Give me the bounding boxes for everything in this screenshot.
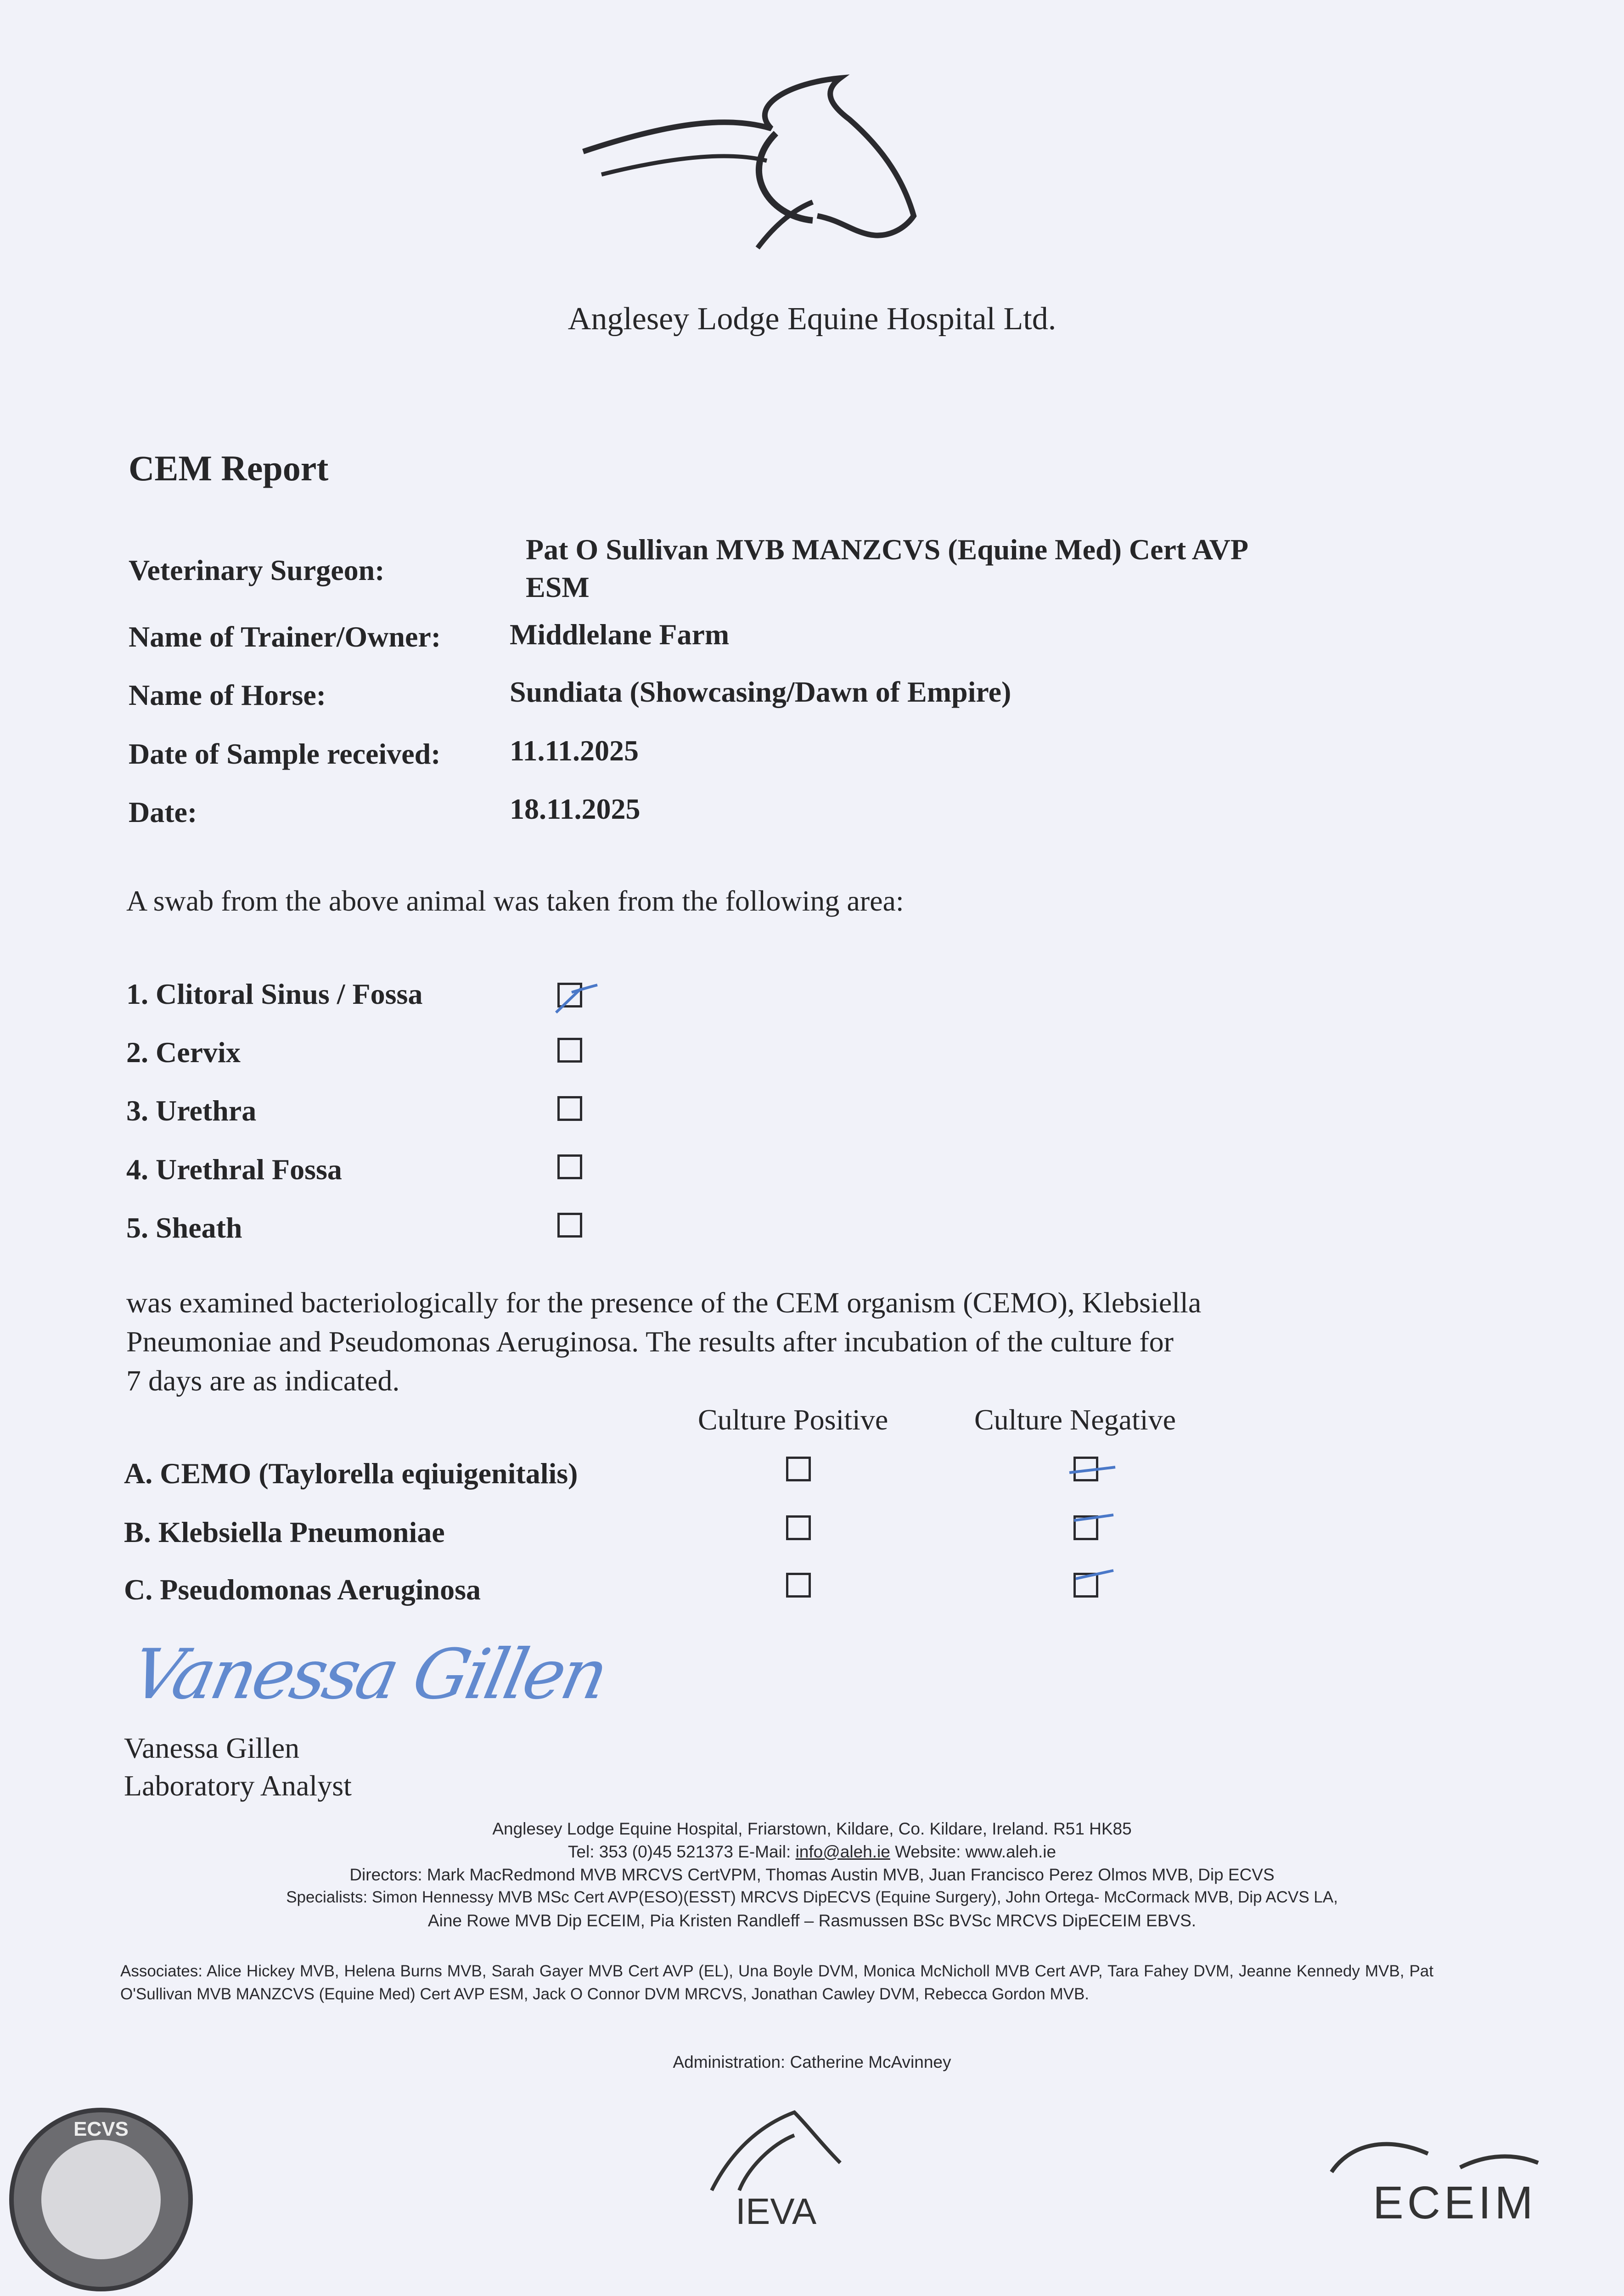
swab-intro: A swab from the above animal was taken from the following area:	[126, 884, 904, 917]
area-label: 3. Urethra	[126, 1094, 257, 1127]
culture-positive-header: Culture Positive	[698, 1403, 888, 1436]
field-label-horse: Name of Horse:	[129, 679, 326, 711]
eceim-horse-icon	[1322, 2126, 1552, 2181]
field-label-owner: Name of Trainer/Owner:	[129, 620, 441, 653]
field-value-owner: Middlelane Farm	[510, 618, 730, 651]
negative-checkbox-cemo[interactable]	[1073, 1457, 1098, 1481]
footer-address: Anglesey Lodge Equine Hospital, Friarstown, Kildare, Co. Kildare, Ireland. R51 HK85	[492, 1819, 1132, 1838]
eceim-logo	[1322, 2126, 1552, 2236]
result-label: B. Klebsiella Pneumoniae	[124, 1516, 445, 1548]
ieva-logo	[702, 2099, 849, 2245]
culture-negative-header: Culture Negative	[974, 1403, 1176, 1436]
area-checkbox-sheath[interactable]	[557, 1213, 582, 1238]
eceim-logo-text: ECEIM	[1373, 2177, 1537, 2228]
field-value-sample-date: 11.11.2025	[510, 734, 639, 767]
field-label-date: Date:	[129, 796, 197, 828]
ieva-logo-text: IEVA	[735, 2191, 817, 2232]
footer-directors: Directors: Mark MacRedmond MVB MRCVS CertVPM, Thomas Austin MVB, Juan Francisco Perez Olmos MVB, Dip ECVS	[349, 1865, 1275, 1884]
positive-checkbox-pseudomonas[interactable]	[786, 1573, 811, 1598]
area-checkbox-urethral-fossa[interactable]	[557, 1154, 582, 1179]
area-checkbox-cervix[interactable]	[557, 1038, 582, 1063]
signatory-name: Vanessa Gillen	[124, 1732, 300, 1764]
result-label: C. Pseudomonas Aeruginosa	[124, 1573, 481, 1606]
footer-email-link[interactable]: info@aleh.ie	[795, 1842, 890, 1861]
exam-text-line: Pneumoniae and Pseudomonas Aeruginosa. The results after incubation of the culture for	[126, 1325, 1174, 1358]
area-label: 1. Clitoral Sinus / Fossa	[126, 978, 423, 1010]
field-label-vet: Veterinary Surgeon:	[129, 554, 385, 586]
area-label: 4. Urethral Fossa	[126, 1153, 342, 1186]
report-title: CEM Report	[129, 448, 329, 488]
area-label: 5. Sheath	[126, 1211, 242, 1244]
area-checkbox-urethra[interactable]	[557, 1096, 582, 1121]
handwritten-signature: Vanessa Gillen	[124, 1635, 613, 1715]
footer-tel: Tel: 353 (0)45 521373 E-Mail:	[568, 1842, 796, 1861]
footer-website: Website: www.aleh.ie	[890, 1842, 1056, 1861]
ecvs-logo-text: ECVS	[73, 2118, 129, 2140]
ieva-horse-icon	[702, 2099, 849, 2200]
area-label: 2. Cervix	[126, 1036, 241, 1069]
pen-check-mark	[553, 979, 599, 1015]
positive-checkbox-klebsiella[interactable]	[786, 1515, 811, 1540]
negative-checkbox-klebsiella[interactable]	[1073, 1515, 1098, 1540]
field-value-horse: Sundiata (Showcasing/Dawn of Empire)	[510, 675, 1011, 708]
horse-head-logo	[574, 64, 987, 253]
negative-checkbox-pseudomonas[interactable]	[1073, 1573, 1098, 1598]
positive-checkbox-cemo[interactable]	[786, 1457, 811, 1481]
ecvs-logo	[9, 2108, 193, 2291]
footer-specialists-2: Aine Rowe MVB Dip ECEIM, Pia Kristen Randleff – Rasmussen BSc BVSc MRCVS DipECEIM EBVS.	[427, 1911, 1197, 1930]
pen-check-mark	[1069, 1511, 1115, 1548]
footer-associates: Associates: Alice Hickey MVB, Helena Burns MVB, Sarah Gayer MVB Cert AVP (EL), Una Boyle DVM, Monica McNicholl MVB Cert AVP, Tara Fahey DVM, Jeanne Kennedy MVB, Pat O'Sullivan MVB MANZCVS (Equine Med) Cert AVP ESM, Jack O Connor DVM MRCVS, Jonathan Cawley DVM, Rebecca Gordon MVB.	[120, 1962, 1433, 2003]
footer-contact	[0, 1842, 1624, 1862]
field-label-sample-date: Date of Sample received:	[129, 737, 441, 770]
field-value-date: 18.11.2025	[510, 793, 641, 825]
pen-check-mark	[1069, 1452, 1115, 1489]
area-checkbox-clitoral-sinus[interactable]	[557, 983, 582, 1007]
signatory-role: Laboratory Analyst	[124, 1769, 352, 1802]
footer-specialists-1: Specialists: Simon Hennessy MVB MSc Cert AVP(ESO)(ESST) MRCVS DipECVS (Equine Surgery), John Ortega- McCormack MVB, Dip ACVS LA,	[286, 1888, 1338, 1906]
hospital-name: Anglesey Lodge Equine Hospital Ltd.	[568, 301, 1056, 337]
exam-text-line: was examined bacteriologically for the presence of the CEM organism (CEMO), Klebsiella	[126, 1286, 1202, 1319]
exam-text-line: 7 days are as indicated.	[126, 1364, 400, 1397]
field-value-vet-2: ESM	[526, 571, 590, 603]
footer-administration: Administration: Catherine McAvinney	[673, 2053, 951, 2071]
pen-check-mark	[1069, 1569, 1115, 1605]
result-label: A. CEMO (Taylorella eqiuigenitalis)	[124, 1457, 578, 1490]
field-value-vet: Pat O Sullivan MVB MANZCVS (Equine Med) Cert AVP	[526, 533, 1248, 566]
